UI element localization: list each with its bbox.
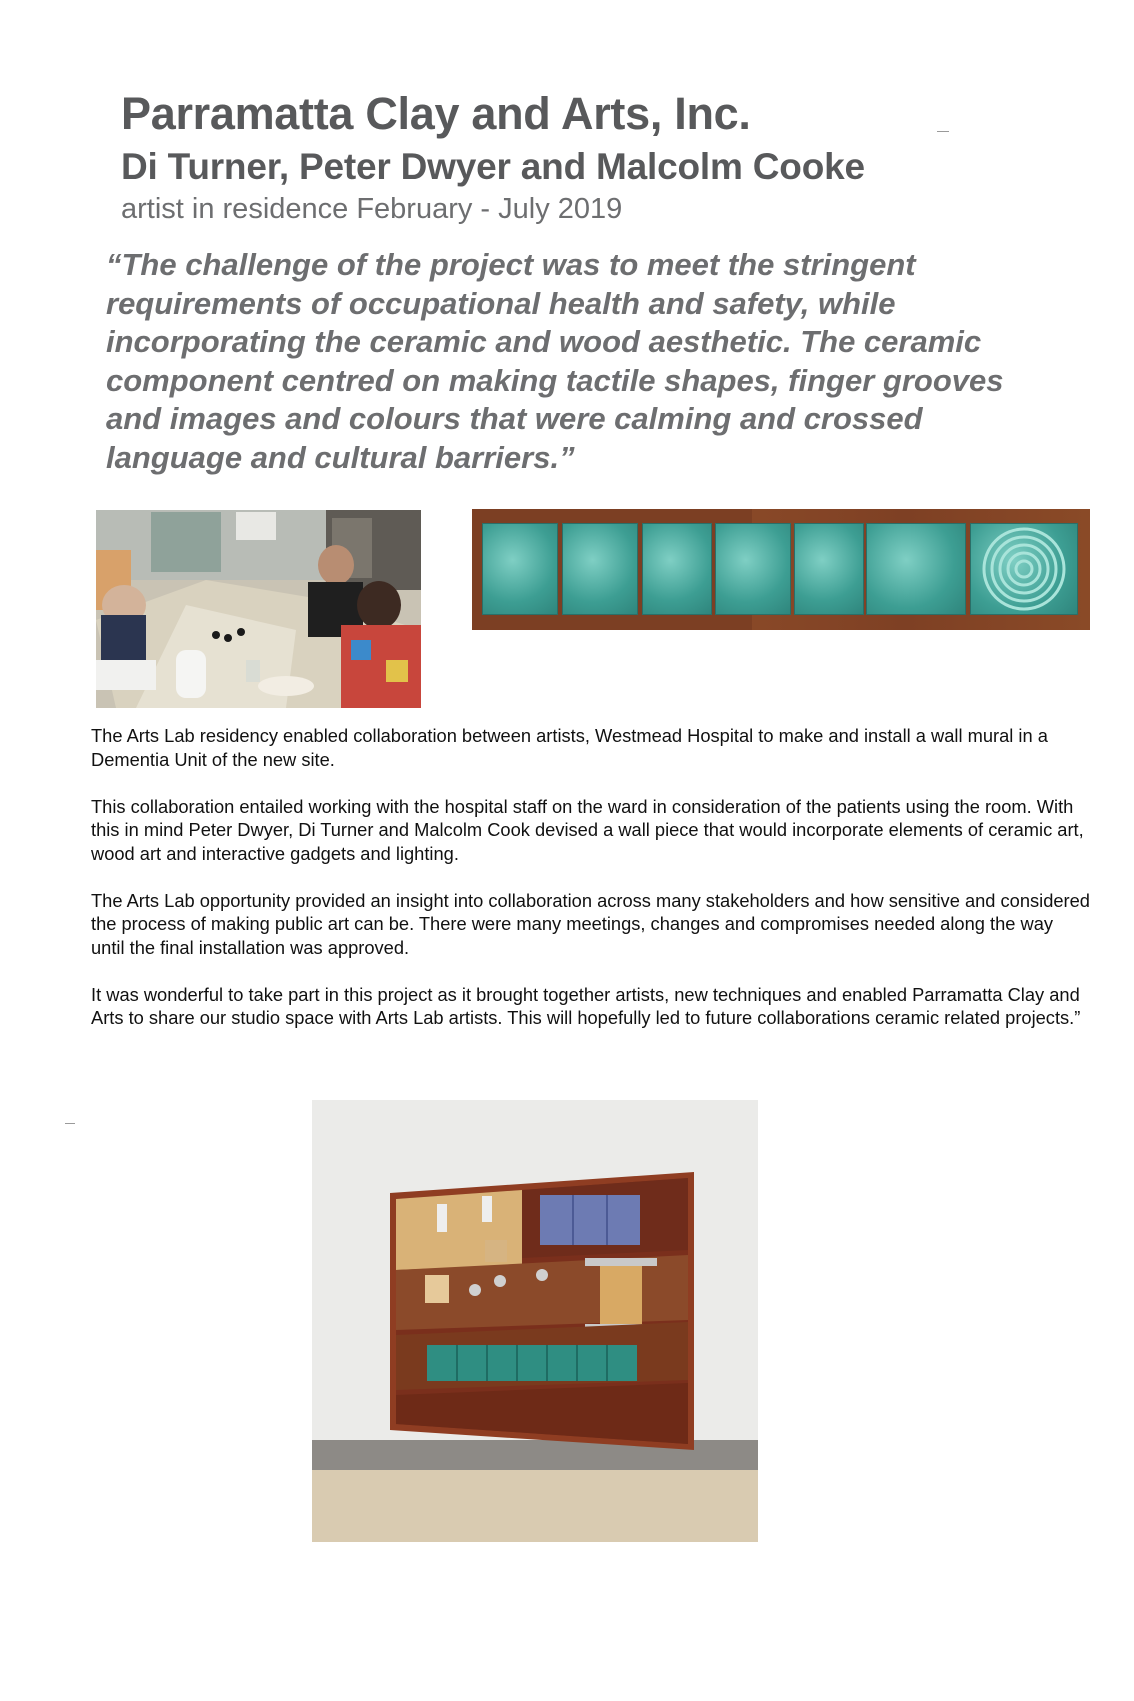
tile-rosette bbox=[794, 523, 864, 615]
project-quote: “The challenge of the project was to meet the stringent requirements of occupational health and safety, while incorporating the ceramic and wood aesthetic. The ceramic component centred on making tactile shapes, finger grooves and images and colours that were calming and crossed language and cultural barriers.” bbox=[106, 247, 1004, 475]
installed-mural-photo bbox=[312, 1100, 758, 1542]
body-text bbox=[91, 724, 1091, 1053]
residence-subtitle: artist in residence February - July 2019 bbox=[121, 193, 623, 225]
tile-pattern bbox=[866, 523, 966, 615]
tile-cat bbox=[482, 523, 558, 615]
paragraph: The Arts Lab residency enabled collaboration between artists, Westmead Hospital to make and install a wall mural in a Dementia Unit of the new site. bbox=[91, 725, 1048, 770]
paragraph: The Arts Lab opportunity provided an insight into collaboration across many stakeholders and how sensitive and considered the process of making public art can be. There were many meetings, changes and compromises needed along the way until the final installation was approved. bbox=[91, 889, 1090, 958]
divider-mark bbox=[65, 1123, 75, 1124]
page-title: Parramatta Clay and Arts, Inc. bbox=[121, 88, 751, 139]
tile-flowers bbox=[642, 523, 712, 615]
workshop-photo bbox=[96, 510, 421, 708]
tile-leaves bbox=[562, 523, 638, 615]
artists-heading: Di Turner, Peter Dwyer and Malcolm Cooke bbox=[121, 146, 865, 187]
paragraph: This collaboration entailed working with the hospital staff on the ward in consideration of the patients using the room. With this in mind Peter Dwyer, Di Turner and Malcolm Cook devised a wall piece that would incorporate elements of ceramic art, wood art and interactive gadgets and lighting. bbox=[91, 795, 1084, 864]
paragraph: It was wonderful to take part in this project as it brought together artists, new techniques and enabled Parramatta Clay and Arts to share our studio space with Arts Lab artists. This will hopefully led to future collaborations ceramic related projects.” bbox=[91, 983, 1081, 1028]
ceramic-tile-strip-photo bbox=[472, 509, 1090, 630]
tile-spiral bbox=[970, 523, 1078, 615]
divider-mark bbox=[937, 131, 949, 132]
tile-lace bbox=[715, 523, 791, 615]
